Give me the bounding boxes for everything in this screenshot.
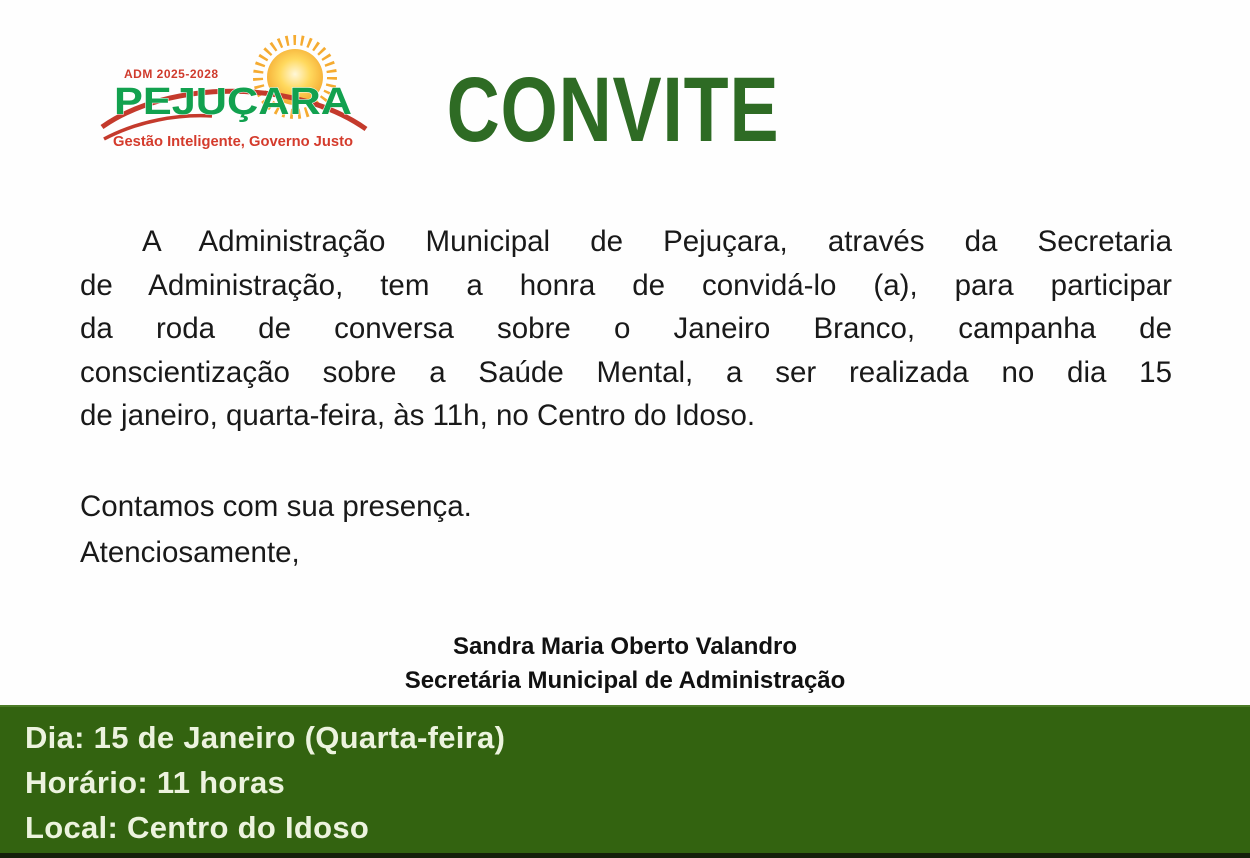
page-title: CONVITE	[446, 59, 780, 161]
logo-adm-label: ADM 2025-2028	[124, 67, 219, 81]
footer-line-time: Horário: 11 horas	[25, 765, 286, 800]
paragraph-line: da roda de conversa sobre o Janeiro Branco, campanha de	[80, 312, 1172, 345]
paragraph-line: A Administração Municipal de Pejuçara, através da Secretaria	[142, 225, 1172, 258]
paragraph-line: de janeiro, quarta-feira, às 11h, no Centro do Idoso.	[80, 399, 756, 432]
title-row	[0, 59, 1238, 161]
closing-line-regards: Atenciosamente,	[80, 536, 300, 569]
signature-block	[0, 630, 1250, 698]
closing-line-presence: Contamos com sua presença.	[80, 490, 472, 523]
logo-wordmark: PEJUÇARA	[114, 81, 352, 123]
footer-line-day: Dia: 15 de Janeiro (Quarta-feira)	[25, 720, 506, 755]
invitation-paragraph	[80, 220, 1172, 438]
signature-role: Secretária Municipal de Administração	[404, 667, 846, 694]
logo-tagline: Gestão Inteligente, Governo Justo	[113, 134, 354, 150]
signature-name: Sandra Maria Oberto Valandro	[452, 633, 798, 660]
event-details-footer	[0, 705, 1250, 858]
closing-block	[80, 484, 472, 576]
footer-line-location: Local: Centro do Idoso	[25, 810, 370, 845]
paragraph-line: conscientização sobre a Saúde Mental, a ser realizada no dia 15	[80, 355, 1172, 389]
paragraph-line: de Administração, tem a honra de convidá-lo (a), para participar	[80, 268, 1172, 302]
